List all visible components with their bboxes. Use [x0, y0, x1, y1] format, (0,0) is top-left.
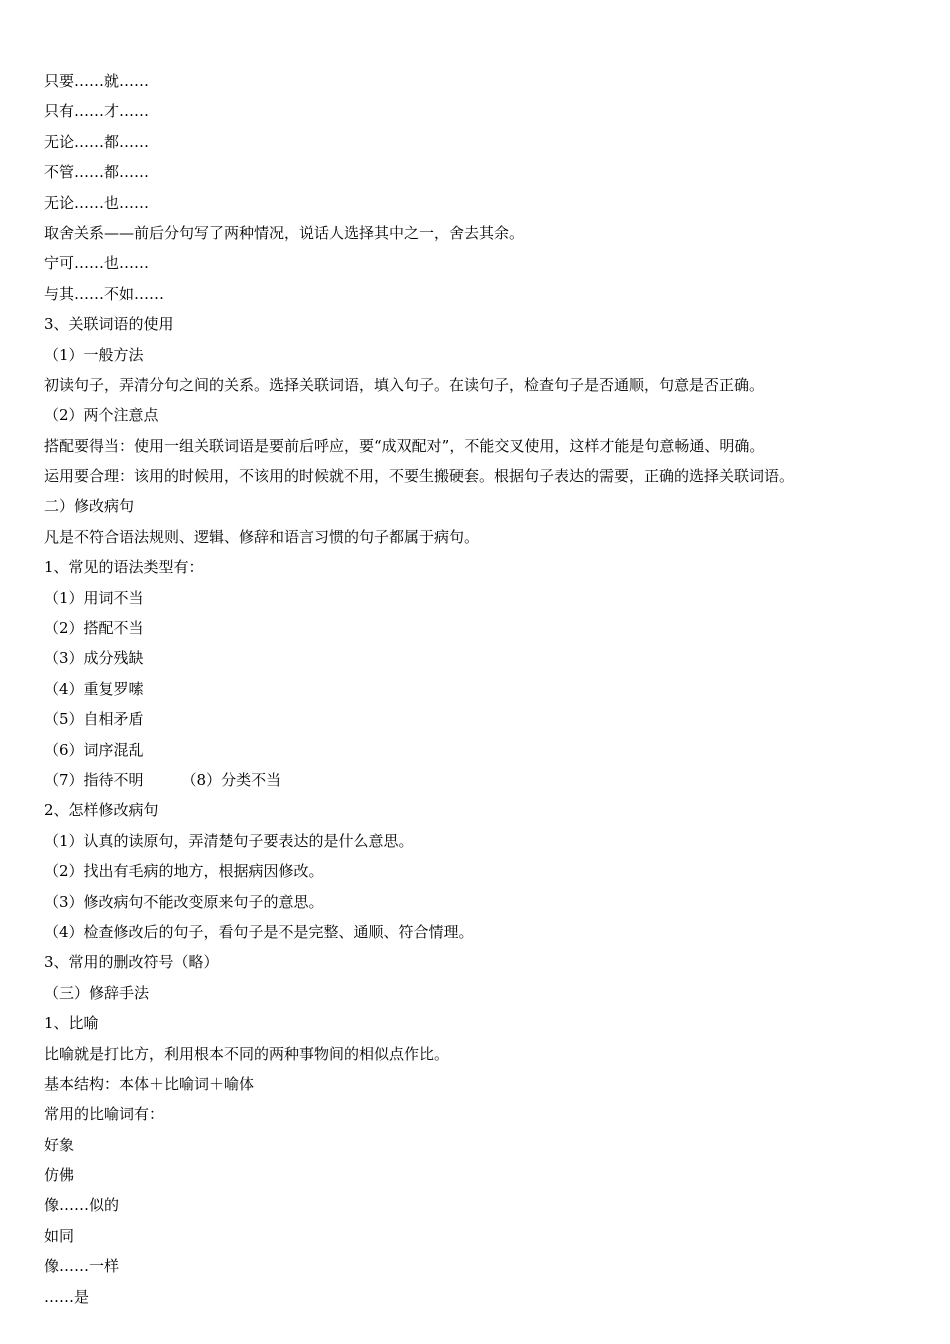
list-item-pair [44, 765, 924, 795]
text-line: 无论……也…… [44, 193, 150, 212]
list-item: （4）检查修改后的句子，看句子是不是完整、通顺、符合情理。 [44, 922, 474, 941]
text-line: 常用的比喻词有： [44, 1105, 165, 1124]
list-item: （8）分类不当 [181, 770, 282, 789]
section-heading: 二）修改病句 [44, 497, 135, 516]
document-page [44, 66, 924, 1312]
text-line: 初读句子，弄清分句之间的关系。选择关联词语，填入句子。在读句子，检查句子是否通顺，句意是否正确。 [44, 375, 765, 394]
text-line: 只有……才…… [44, 102, 150, 121]
text-line: 宁可……也…… [44, 254, 150, 273]
list-item: （1）认真的读原句，弄清楚句子要表达的是什么意思。 [44, 831, 414, 850]
list-item: （2）搭配不当 [44, 619, 144, 638]
text-line: 运用要合理：该用的时候用，不该用的时候就不用，不要生搬硬套。根据句子表达的需要，正确的选择关联词语。 [44, 467, 795, 486]
text-line: 仿佛 [44, 1166, 75, 1185]
text-line: 不管……都…… [44, 163, 150, 182]
section-heading: 2、怎样修改病句 [44, 801, 159, 820]
section-heading: 1、比喻 [44, 1014, 99, 1033]
list-item: （3）成分残缺 [44, 649, 144, 668]
text-line: 凡是不符合语法规则、逻辑、修辞和语言习惯的句子都属于病句。 [44, 527, 480, 546]
subsection-heading: （1）一般方法 [44, 345, 144, 364]
list-item: （5）自相矛盾 [44, 710, 144, 729]
list-item: （4）重复罗嗦 [44, 679, 144, 698]
section-heading: 3、关联词语的使用 [44, 315, 174, 334]
list-item: （2）找出有毛病的地方，根据病因修改。 [44, 862, 324, 881]
text-line: 像……似的 [44, 1196, 120, 1215]
text-line: 与其……不如…… [44, 284, 165, 303]
text-line: 比喻就是打比方，利用根本不同的两种事物间的相似点作比。 [44, 1044, 450, 1063]
text-line: 基本结构：本体＋比喻词＋喻体 [44, 1074, 255, 1093]
subsection-heading: （2）两个注意点 [44, 406, 159, 425]
text-line: 好象 [44, 1135, 75, 1154]
text-line: 无论……都…… [44, 132, 150, 151]
list-item: （3）修改病句不能改变原来句子的意思。 [44, 892, 324, 911]
text-line: 取舍关系——前后分句写了两种情况，说话人选择其中之一，舍去其余。 [44, 223, 525, 242]
section-heading: （三）修辞手法 [44, 983, 150, 1002]
text-line: ……是 [44, 1287, 90, 1306]
text-line: 如同 [44, 1226, 75, 1245]
text-line: 搭配要得当：使用一组关联词语是要前后呼应，要“成双配对”，不能交叉使用，这样才能是句意畅通、明确。 [44, 436, 765, 455]
list-item: （1）用词不当 [44, 588, 144, 607]
list-item: （7）指待不明 [44, 770, 144, 789]
list-item: （6）词序混乱 [44, 740, 144, 759]
text-line: 只要……就…… [44, 72, 150, 90]
text-line: 像……一样 [44, 1257, 120, 1276]
section-heading: 3、常用的删改符号（略） [44, 953, 219, 972]
section-heading: 1、常见的语法类型有： [44, 558, 204, 577]
